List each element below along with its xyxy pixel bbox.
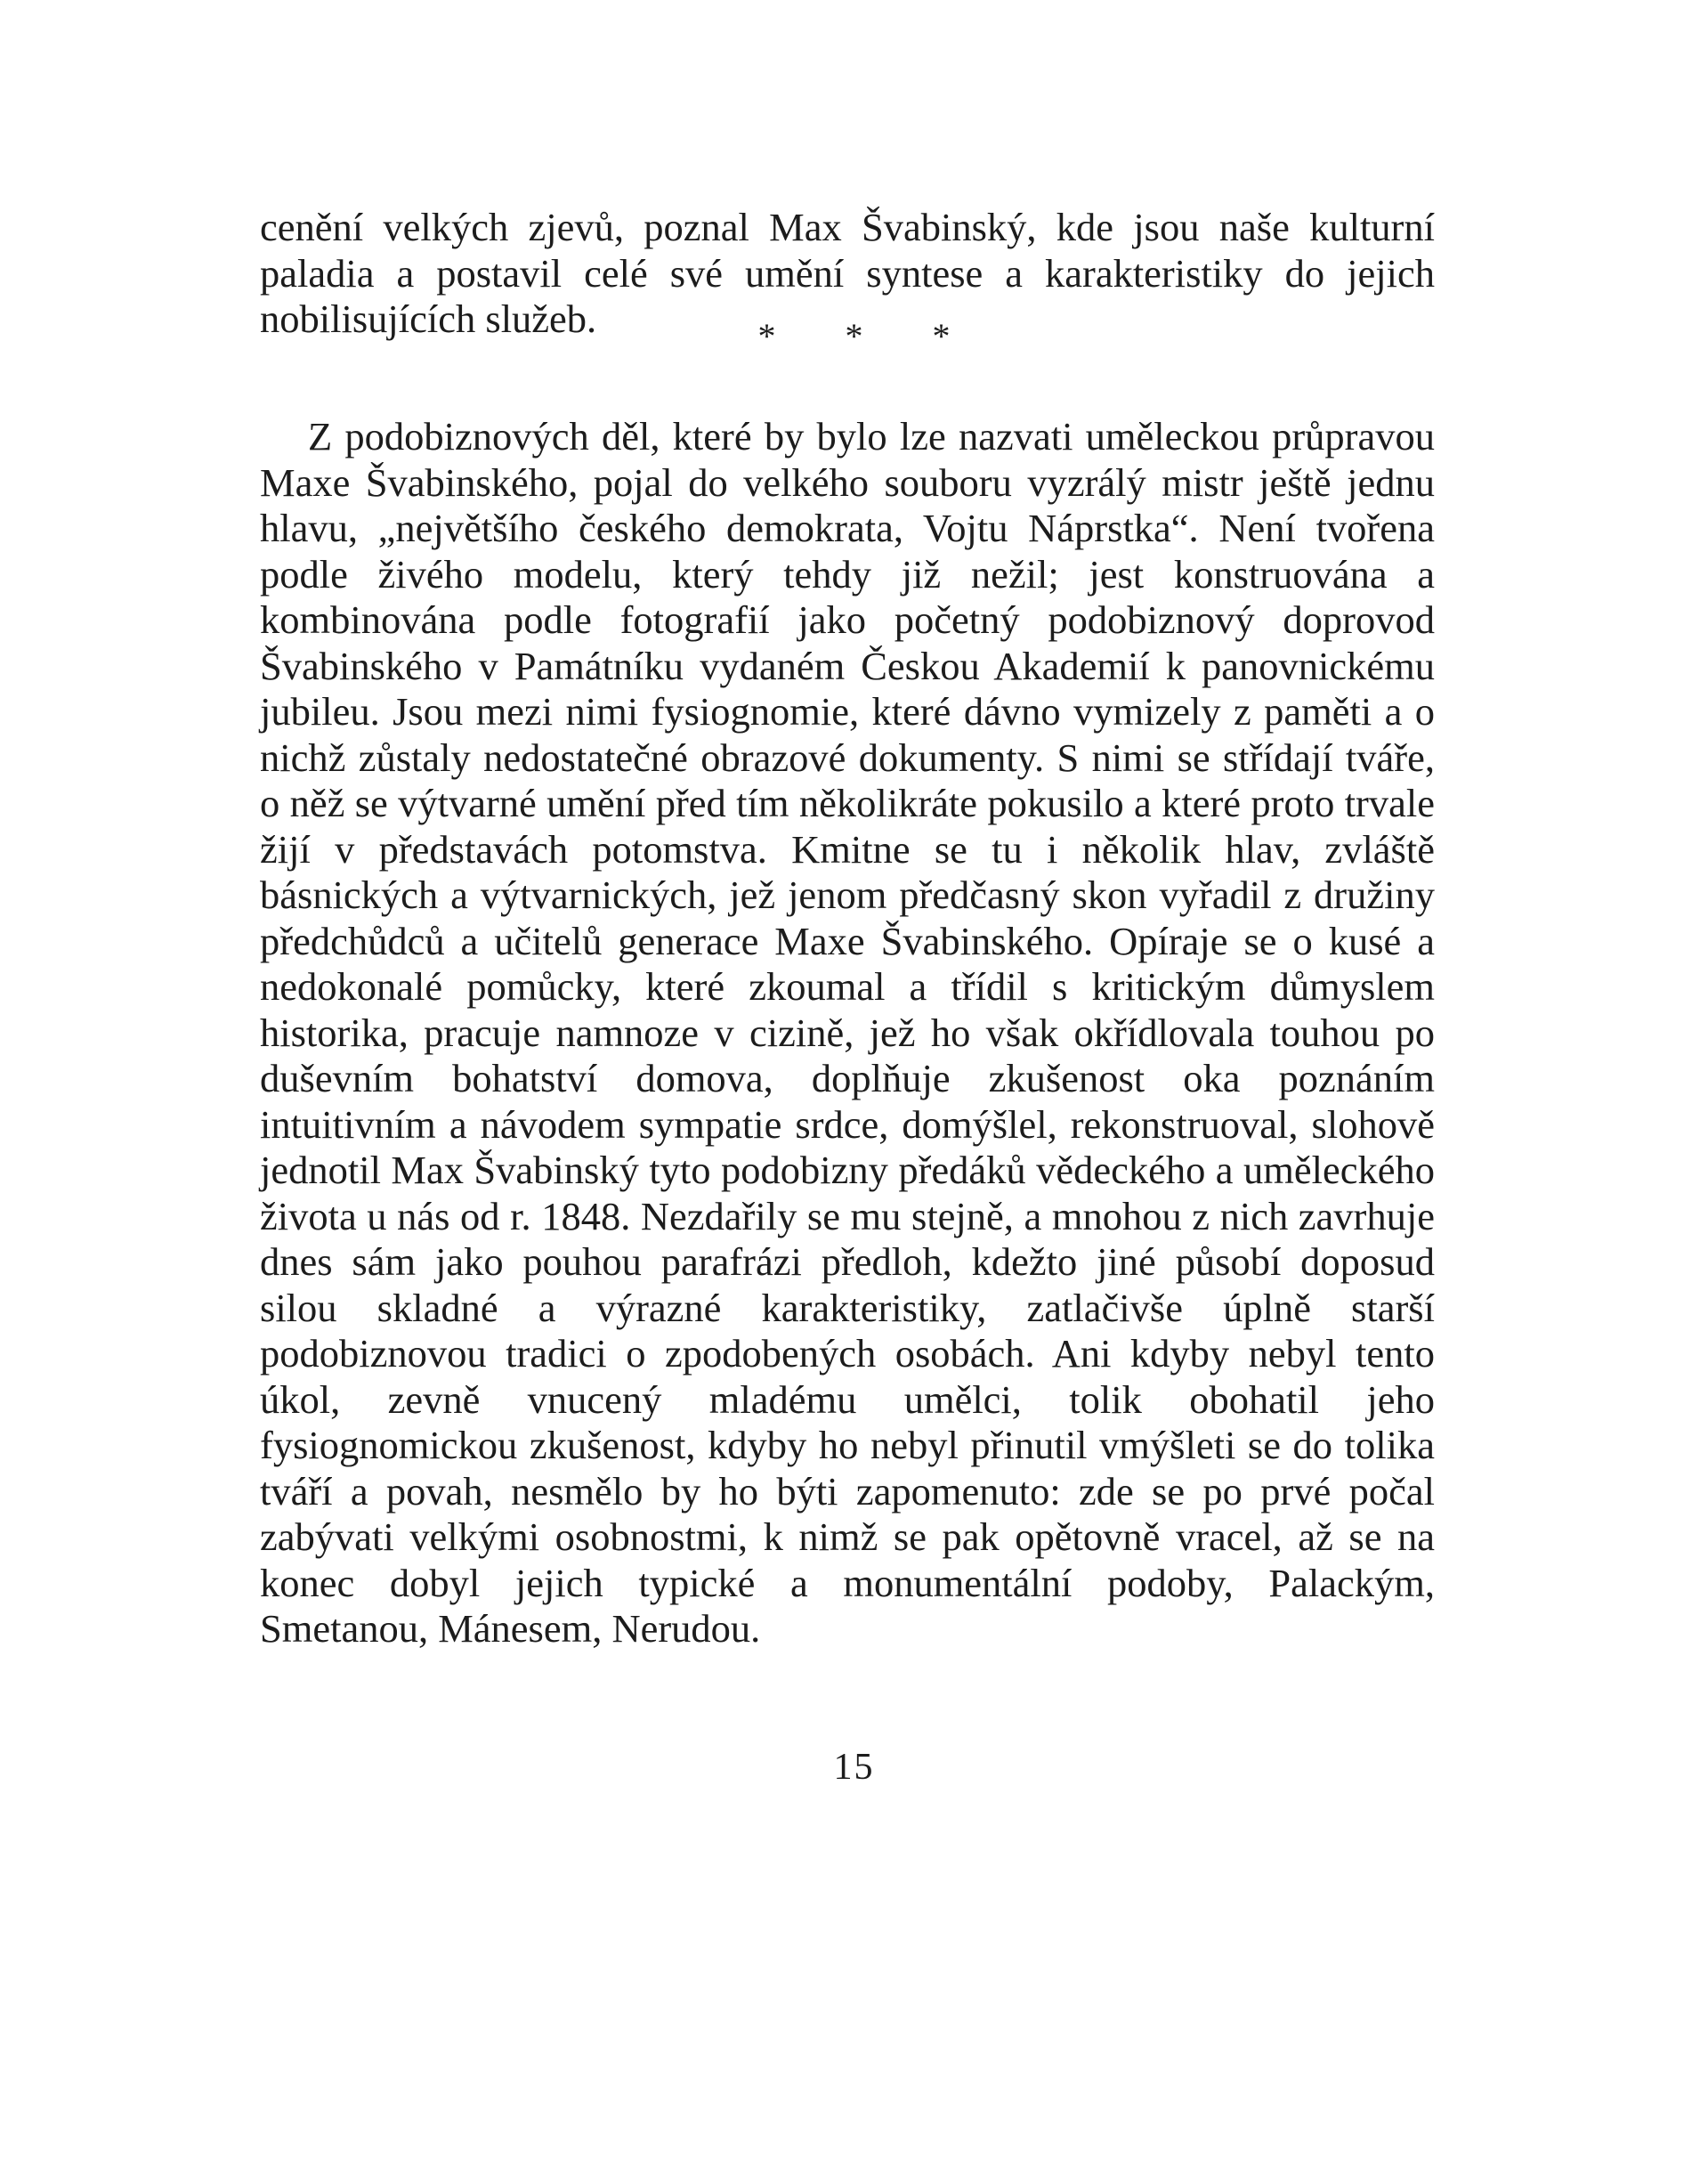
separator-asterisk: * (845, 316, 863, 356)
page-number: 15 (833, 1747, 875, 1788)
separator-asterisk: * (757, 316, 776, 356)
section-separator (0, 314, 1708, 359)
paragraph-main: Z podobiznových děl, které by bylo lze nazvati uměleckou průpravou Maxe Švabinského, pojal do velkého souboru vyzrálý mistr ještě jednu hlavu, „největšího českého demokrata, Vojtu Náprstka“. Není tvořena podle živého modelu, který tehdy již nežil; jest konstruována a kombinována podle fotografií jako početný podobiznový doprovod Švabinského v Památníku vydaném Českou Akademií k panovnickému jubileu. Jsou mezi nimi fysiognomie, které dávno vymizely z paměti a o nichž zůstaly nedostatečné obrazové dokumenty. S nimi se střídají tváře, o něž se výtvarné umění před tím několikráte pokusilo a které proto trvale žijí v představách potomstva. Kmitne se tu i několik hlav, zvláště básnických a výtvarnických, jež jenom předčasný skon vyřadil z družiny předchůdců a učitelů generace Maxe Švabinského. Opíraje se o kusé a nedokonalé pomůcky, které zkoumal a třídil s kritickým důmyslem historika, pracuje namnoze v cizině, jež ho však okřídlovala touhou po duševním bohatství domova, doplňuje zkušenost oka poznáním intuitivním a návodem sympatie srdce, domýšlel, rekonstruoval, slohově jednotil Max Švabinský tyto podobizny předáků vědeckého a uměleckého života u nás od r. 1848. Nezdařily se mu stejně, a mnohou z nich zavrhuje dnes sám jako pouhou parafrázi předloh, kdežto jiné působí doposud silou skladné a výrazné karakteristiky, zatlačivše úplně starší podobiznovou tradici o zpodobených osobách. Ani kdyby nebyl tento úkol, zevně vnucený mladému umělci, tolik obohatil jeho fysiognomickou zkušenost, kdyby ho nebyl přinutil vmýšleti se do tolika tváří a povah, nesmělo by ho býti zapomenuto: zde se po prvé počal zabývati velkými osobnostmi, k nimž se pak opětovně vracel, až se na konec dobyl jejich typické a monumentální podoby, Palackým, Smetanou, Mánesem, Nerudou. (260, 414, 1435, 1651)
paragraph-continuation: cenění velkých zjevů, poznal Max Švabinský, kde jsou naše kulturní paladia a postavil celé své umění syntese a karakteristiky do jejich nobilisujících služeb. (260, 205, 1435, 341)
separator-asterisk: * (932, 316, 951, 356)
